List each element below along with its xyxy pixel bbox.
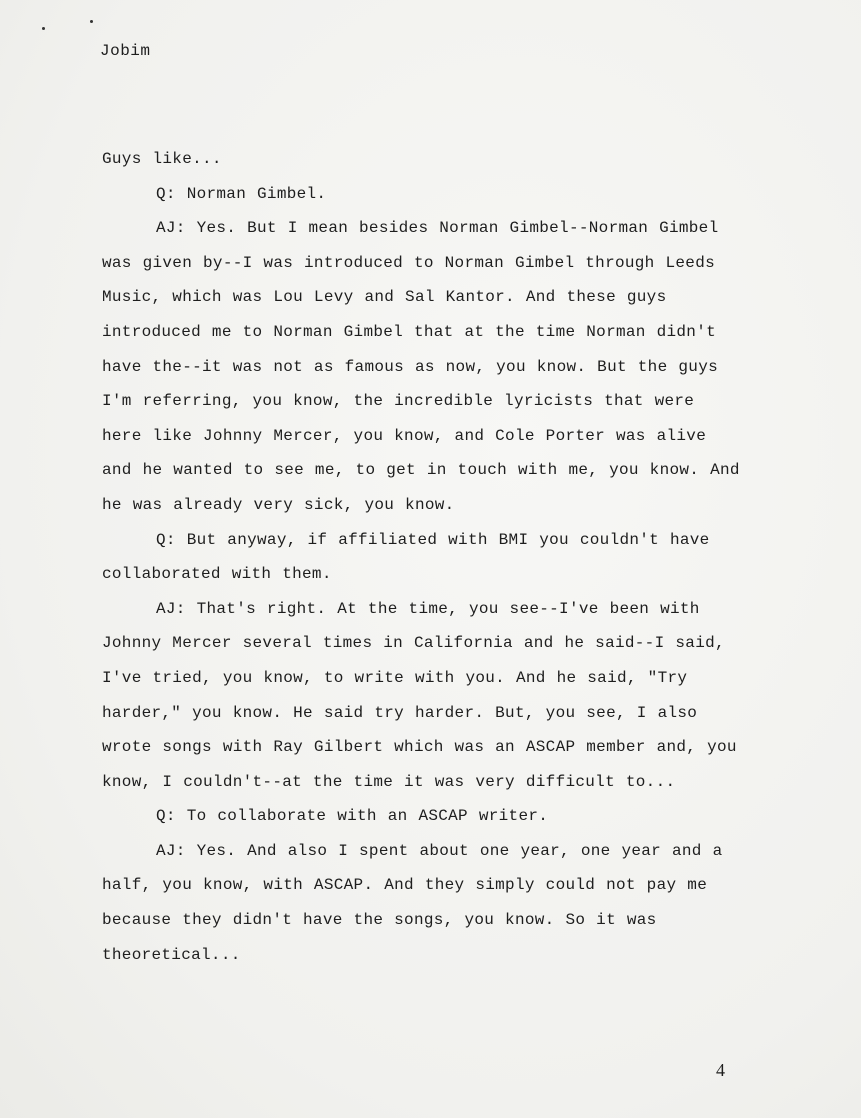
paragraph: AJ: Yes. But I mean besides Norman Gimbel--Norman Gimbel was given by--I was introduced to Norman Gimbel through Leeds Music, which was Lou Levy and Sal Kantor. And these guys introduced me to Norman Gimbel that at the time Norman didn't have the--it was not as famous as now, you know. But the guys I'm referring, you know, the incredible lyricists that were here like Johnny Mercer, you know, and Cole Porter was alive and he wanted to see me, to get in touch with me, you know. And he was already very sick, you know.: [102, 219, 740, 514]
paragraph: AJ: That's right. At the time, you see--I've been with Johnny Mercer several times in California and he said--I said, I've tried, you know, to write with you. And he said, "Try harder," you know. He said try harder. But, you see, I also wrote songs with Ray Gilbert which was an ASCAP member and, you know, I couldn't--at the time it was very difficult to...: [102, 599, 737, 791]
paragraph: Q: Norman Gimbel.: [156, 184, 327, 203]
transcript-body: [102, 142, 742, 972]
paragraph: Guys like...: [102, 150, 222, 168]
page-number: 4: [716, 1060, 725, 1080]
paragraph: Q: But anyway, if affiliated with BMI you couldn't have collaborated with them.: [102, 530, 710, 584]
page-header: Jobim: [100, 42, 151, 60]
ink-speck: [90, 20, 93, 23]
paragraph: AJ: Yes. And also I spent about one year, one year and a half, you know, with ASCAP. And they simply could not pay me because they didn't have the songs, you know. So it was theoretical...: [102, 841, 723, 964]
paragraph: Q: To collaborate with an ASCAP writer.: [156, 807, 549, 826]
ink-speck: [42, 27, 45, 30]
